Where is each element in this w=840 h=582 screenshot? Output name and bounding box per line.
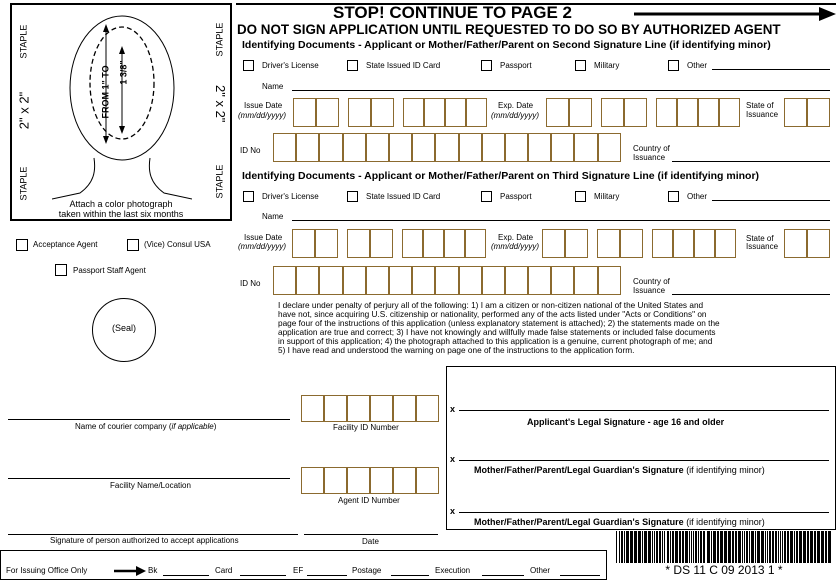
date-format-label: (mm/dd/yyyy) <box>238 111 286 120</box>
staple-label: STAPLE <box>18 24 29 59</box>
declaration-line: page four of the instructions of this application (unless explanatory statement is attached); 2) the statements made on the <box>278 319 720 328</box>
id-no-boxes[interactable] <box>273 133 621 162</box>
doc-type-label: Driver's License <box>262 61 319 70</box>
declaration-text <box>278 301 828 355</box>
other-checkbox[interactable] <box>668 191 679 202</box>
agent-id-label: Agent ID Number <box>338 496 400 505</box>
military-checkbox[interactable] <box>575 60 586 71</box>
photo-dim-label: 1 3/8" <box>118 60 129 85</box>
drivers-license-checkbox[interactable] <box>243 60 254 71</box>
doc-type-label: State Issued ID Card <box>366 61 441 70</box>
guardian-signature-line[interactable] <box>459 460 829 461</box>
doc-type-label: Driver's License <box>262 192 319 201</box>
office-field-card: Card <box>215 566 233 575</box>
issue-date-boxes[interactable] <box>292 229 486 258</box>
authorized-signature-label: Signature of person authorized to accept applications <box>50 536 239 545</box>
date-line[interactable] <box>304 534 438 535</box>
doc-type-label: Passport <box>500 192 532 201</box>
other-line[interactable] <box>712 69 830 70</box>
declaration-line: application are true and correct; 3) I have not knowingly and willfully made false statements or included false documents <box>278 328 716 337</box>
issue-date-boxes[interactable] <box>293 98 487 127</box>
x-mark: x <box>450 454 456 464</box>
state-boxes[interactable] <box>784 98 830 127</box>
issue-date-label: Issue Date <box>244 233 283 242</box>
photo-from-label: FROM 1" TO <box>100 65 111 119</box>
office-field-other: Other <box>530 566 551 575</box>
barcode-icon <box>614 531 834 565</box>
acceptance-agent-checkbox[interactable] <box>16 239 28 251</box>
staple-label: STAPLE <box>214 164 225 199</box>
state-boxes[interactable] <box>784 229 830 258</box>
bk-line[interactable] <box>163 575 209 576</box>
guardian-signature-label: Mother/Father/Parent/Legal Guardian's Signature (if identifying minor) <box>474 465 765 475</box>
barcode-text: * DS 11 C 09 2013 1 * <box>665 563 783 577</box>
id-no-label: ID No <box>240 279 261 288</box>
issue-date-label: Issue Date <box>244 101 283 110</box>
applicant-signature-line[interactable] <box>459 410 829 411</box>
passport-staff-checkbox[interactable] <box>55 264 67 276</box>
drivers-license-checkbox[interactable] <box>243 191 254 202</box>
country-label: Issuance <box>633 153 666 162</box>
guardian-signature-label: Mother/Father/Parent/Legal Guardian's Signature (if identifying minor) <box>474 517 765 527</box>
date-format-label: (mm/dd/yyyy) <box>238 242 286 251</box>
office-field-postage: Postage <box>352 566 382 575</box>
seal-label: (Seal) <box>111 323 136 333</box>
id-no-label: ID No <box>240 146 261 155</box>
ef-line[interactable] <box>307 575 347 576</box>
other-line[interactable] <box>712 200 830 201</box>
staple-label: STAPLE <box>214 22 225 57</box>
country-label: Country of <box>633 144 670 153</box>
continue-arrow-icon <box>634 7 836 21</box>
other-office-line[interactable] <box>560 575 600 576</box>
passport-checkbox[interactable] <box>481 60 492 71</box>
acceptance-agent-label: Acceptance Agent <box>33 240 98 249</box>
state-label: Issuance <box>746 110 779 119</box>
stop-heading: STOP! CONTINUE TO PAGE 2 <box>333 3 572 22</box>
passport-staff-label: Passport Staff Agent <box>73 266 146 275</box>
issuing-office-label: For Issuing Office Only <box>6 566 88 575</box>
declaration-line: 5) I have read and understood the warning on page one of the instructions to the application form. <box>278 346 635 355</box>
card-line[interactable] <box>240 575 286 576</box>
exp-date-boxes[interactable] <box>546 98 740 127</box>
photo-box <box>10 3 232 221</box>
name-line[interactable] <box>292 220 830 221</box>
office-arrow-icon <box>114 566 146 576</box>
vice-consul-checkbox[interactable] <box>127 239 139 251</box>
military-checkbox[interactable] <box>575 191 586 202</box>
declaration-line: I declare under penalty of perjury all of the following: 1) I am a citizen or non-citizen national of the United States and <box>278 301 704 310</box>
photo-caption: Attach a color photograph <box>69 199 173 209</box>
doc-type-label: Other <box>687 61 708 70</box>
state-id-checkbox[interactable] <box>347 60 358 71</box>
photo-outline-icon <box>52 13 192 203</box>
doc-type-label: Military <box>594 61 620 70</box>
guardian-signature-line[interactable] <box>459 512 829 513</box>
doc-type-label: Other <box>687 192 708 201</box>
name-label: Name <box>262 82 284 91</box>
country-label: Country of <box>633 277 670 286</box>
doc-type-label: State Issued ID Card <box>366 192 441 201</box>
country-line[interactable] <box>672 294 830 295</box>
exp-date-label: Exp. Date <box>498 101 534 110</box>
id-section-title: Identifying Documents - Applicant or Mother/Father/Parent on Third Signature Line (if identifying minor) <box>242 170 760 182</box>
id-section-title: Identifying Documents - Applicant or Mother/Father/Parent on Second Signature Line (if identifying minor) <box>242 39 771 51</box>
date-label: Date <box>362 537 379 546</box>
date-format-label: (mm/dd/yyyy) <box>491 111 539 120</box>
id-no-boxes[interactable] <box>273 266 621 295</box>
doc-type-label: Passport <box>500 61 532 70</box>
office-field-ef: EF <box>293 566 304 575</box>
country-label: Issuance <box>633 286 666 295</box>
x-mark: x <box>450 404 456 414</box>
execution-line[interactable] <box>482 575 524 576</box>
facility-id-label: Facility ID Number <box>333 423 399 432</box>
staple-label: STAPLE <box>18 166 29 201</box>
x-mark: x <box>450 506 456 516</box>
do-not-sign-warning: DO NOT SIGN APPLICATION UNTIL REQUESTED TO DO SO BY AUTHORIZED AGENT <box>237 22 781 37</box>
state-label: Issuance <box>746 242 779 251</box>
declaration-line: in support of this application; 4) the photograph attached to this application is a genuine, current photograph of me; and <box>278 337 713 346</box>
facility-id-boxes[interactable] <box>301 395 439 422</box>
photo-size-label: 2" x 2" <box>16 91 32 130</box>
name-line[interactable] <box>292 90 830 91</box>
vice-consul-label: (Vice) Consul USA <box>144 240 211 249</box>
courier-label: Name of courier company (if applicable) <box>75 422 217 431</box>
state-label: State of <box>746 101 774 110</box>
name-label: Name <box>262 212 284 221</box>
facility-name-label: Facility Name/Location <box>110 481 191 490</box>
authorized-signature-line[interactable] <box>8 534 298 535</box>
state-label: State of <box>746 234 774 243</box>
other-checkbox[interactable] <box>668 60 679 71</box>
courier-line[interactable] <box>8 419 290 420</box>
passport-checkbox[interactable] <box>481 191 492 202</box>
exp-date-label: Exp. Date <box>498 233 534 242</box>
applicant-signature-label: Applicant's Legal Signature - age 16 and older <box>527 417 725 427</box>
state-id-checkbox[interactable] <box>347 191 358 202</box>
doc-type-label: Military <box>594 192 620 201</box>
exp-date-boxes[interactable] <box>542 229 736 258</box>
office-field-execution: Execution <box>435 566 471 575</box>
date-format-label: (mm/dd/yyyy) <box>491 242 539 251</box>
facility-name-line[interactable] <box>8 478 290 479</box>
country-line[interactable] <box>672 161 830 162</box>
agent-id-boxes[interactable] <box>301 467 439 494</box>
signature-box <box>446 366 836 530</box>
photo-caption: taken within the last six months <box>58 209 184 219</box>
declaration-line: have not, since acquiring U.S. citizenship or nationality, performed any of the acts listed under "Acts or Conditions" on <box>278 310 707 319</box>
office-field-bk: Bk <box>148 566 158 575</box>
photo-size-label: 2" x 2" <box>213 85 228 123</box>
postage-line[interactable] <box>391 575 429 576</box>
